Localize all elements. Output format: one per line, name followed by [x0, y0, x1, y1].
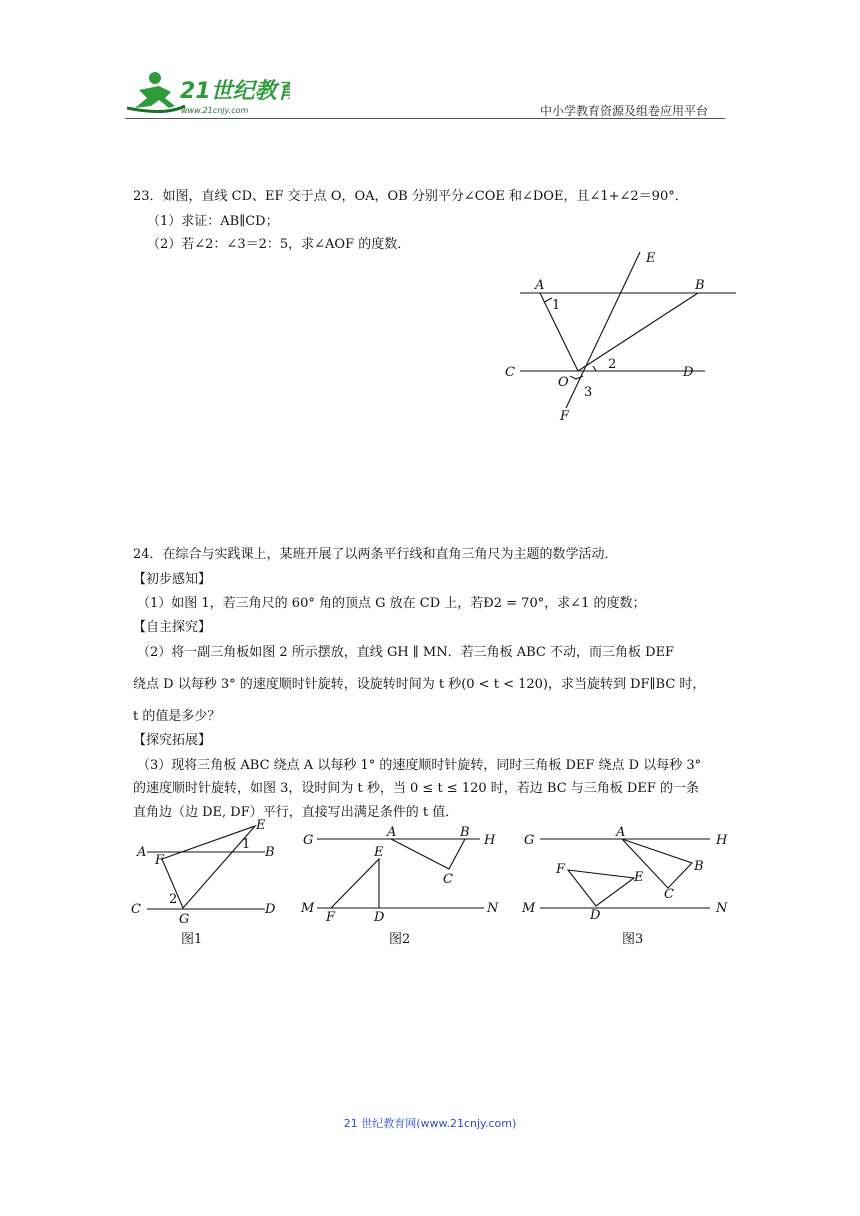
- q23-label-b: B: [695, 278, 705, 293]
- q24-figure3: [518, 818, 738, 952]
- q23-title: 23．如图，直线 CD、EF 交于点 O，OA，OB 分别平分∠COE 和∠DOE，且∠1+∠2＝90°．: [133, 189, 688, 204]
- fig2-label-m: M: [301, 901, 315, 916]
- fig2-label-a: A: [387, 825, 397, 840]
- fig1-angle2-label: 2: [169, 892, 178, 907]
- q23-angle3-label: 3: [584, 385, 593, 400]
- q24-part2-line3: t 的值是多少？: [133, 709, 221, 724]
- angle2-arc: [593, 366, 596, 371]
- fig2-label-g: G: [303, 833, 314, 848]
- q23-label-f: F: [560, 409, 570, 423]
- q23-label-a: A: [535, 278, 545, 293]
- fig1-label-f: F: [155, 853, 165, 868]
- fig1-caption: 图1: [181, 932, 203, 947]
- logo-text: 21世纪教育: [180, 79, 290, 104]
- q23-label-c: C: [505, 365, 515, 380]
- q23-label-d: D: [683, 365, 694, 380]
- q23-figure: [500, 248, 745, 423]
- fig1-label-c: C: [131, 902, 141, 917]
- q23-angle2-label: 2: [608, 357, 617, 372]
- fig2-label-c: C: [443, 872, 453, 887]
- fig3-label-m: M: [522, 901, 536, 916]
- site-logo: [125, 68, 290, 118]
- q24-figure2: [297, 818, 507, 952]
- fig2-caption: 图2: [389, 932, 411, 947]
- fig3-caption: 图3: [622, 932, 644, 947]
- fig3-label-b: B: [694, 859, 704, 874]
- fig3-triangle-def: [568, 870, 634, 906]
- q24-figure1: [125, 812, 285, 952]
- fig1-label-d: D: [265, 902, 276, 917]
- header-platform-text: 中小学教育资源及组卷应用平台: [540, 104, 709, 118]
- runner-logo-icon: [125, 68, 290, 118]
- fig3-label-f: F: [556, 862, 566, 877]
- q24-part1: （1）如图 1，若三角尺的 60° 角的顶点 G 放在 CD 上，若Ð2 = 70°，求∠1 的度数；: [137, 596, 646, 611]
- fig2-label-f: F: [326, 910, 336, 925]
- line-ef: [566, 252, 640, 408]
- fig3-label-h: H: [716, 833, 728, 848]
- fig3-label-e: E: [634, 870, 644, 885]
- q23-part1: （1）求证：AB∥CD；: [147, 214, 279, 229]
- q24-section2-heading: 【自主探究】: [133, 620, 212, 635]
- angle1-arc: [545, 298, 552, 302]
- fig2-triangle-def: [331, 859, 379, 908]
- fig3-label-c: C: [664, 887, 674, 902]
- header-divider: [125, 118, 725, 119]
- fig1-label-g: G: [179, 912, 190, 927]
- q23-part2: （2）若∠2：∠3＝2：5，求∠AOF 的度数．: [147, 237, 411, 252]
- fig3-label-d: D: [590, 908, 601, 923]
- fig2-label-e: E: [374, 845, 384, 860]
- fig3-label-a: A: [616, 825, 626, 840]
- fig3-label-g: G: [524, 833, 535, 848]
- fig1-label-e: E: [256, 818, 266, 833]
- q24-part3-line2: 的速度顺时针旋转，如图 3，设时间为 t 秒，当 0 ≤ t ≤ 120 时，若边 BC 与三角板 DEF 的一条: [133, 781, 699, 796]
- q24-part2-line2: 绕点 D 以每秒 3° 的速度顺时针旋转，设旋转时间为 t 秒(0 < t < 120)，求当旋转到 DF∥BC 时，: [133, 677, 706, 692]
- q24-title: 24．在综合与实践课上，某班开展了以两条平行线和直角三角尺为主题的数学活动．: [133, 547, 618, 562]
- fig2-triangle-abc: [391, 839, 465, 869]
- q24-part2-line1: （2）将一副三角板如图 2 所示摆放，直线 GH ∥ MN．若三角板 ABC 不动，而三角板 DEF: [137, 645, 675, 660]
- q24-part3-line1: （3）现将三角板 ABC 绕点 A 以每秒 1° 的速度顺时针旋转，同时三角板 DEF 绕点 D 以每秒 3°: [137, 758, 702, 773]
- fig1-label-b: B: [265, 845, 275, 860]
- logo-url: www.21cnjy.com: [181, 106, 249, 115]
- fig2-label-n: N: [487, 901, 499, 916]
- fig2-label-b: B: [460, 825, 470, 840]
- q24-section3-heading: 【探究拓展】: [133, 733, 212, 748]
- fig1-label-a: A: [137, 845, 147, 860]
- q23-angle1-label: 1: [552, 298, 561, 313]
- q23-label-o: O: [558, 375, 569, 390]
- q24-part3-line3: 直角边（边 DE, DF）平行，直接写出满足条件的 t 值．: [133, 805, 459, 820]
- fig3-triangle-abc: [622, 839, 692, 888]
- fig2-label-d: D: [374, 910, 385, 925]
- fig1-angle1-label: 1: [242, 837, 251, 852]
- footer-link[interactable]: 21 世纪教育网(www.21cnjy.com): [343, 1117, 517, 1130]
- segment-ob: [578, 293, 698, 371]
- q23-label-e: E: [646, 251, 656, 266]
- fig3-label-n: N: [716, 901, 728, 916]
- fig2-label-h: H: [484, 833, 496, 848]
- q24-section1-heading: 【初步感知】: [133, 572, 212, 587]
